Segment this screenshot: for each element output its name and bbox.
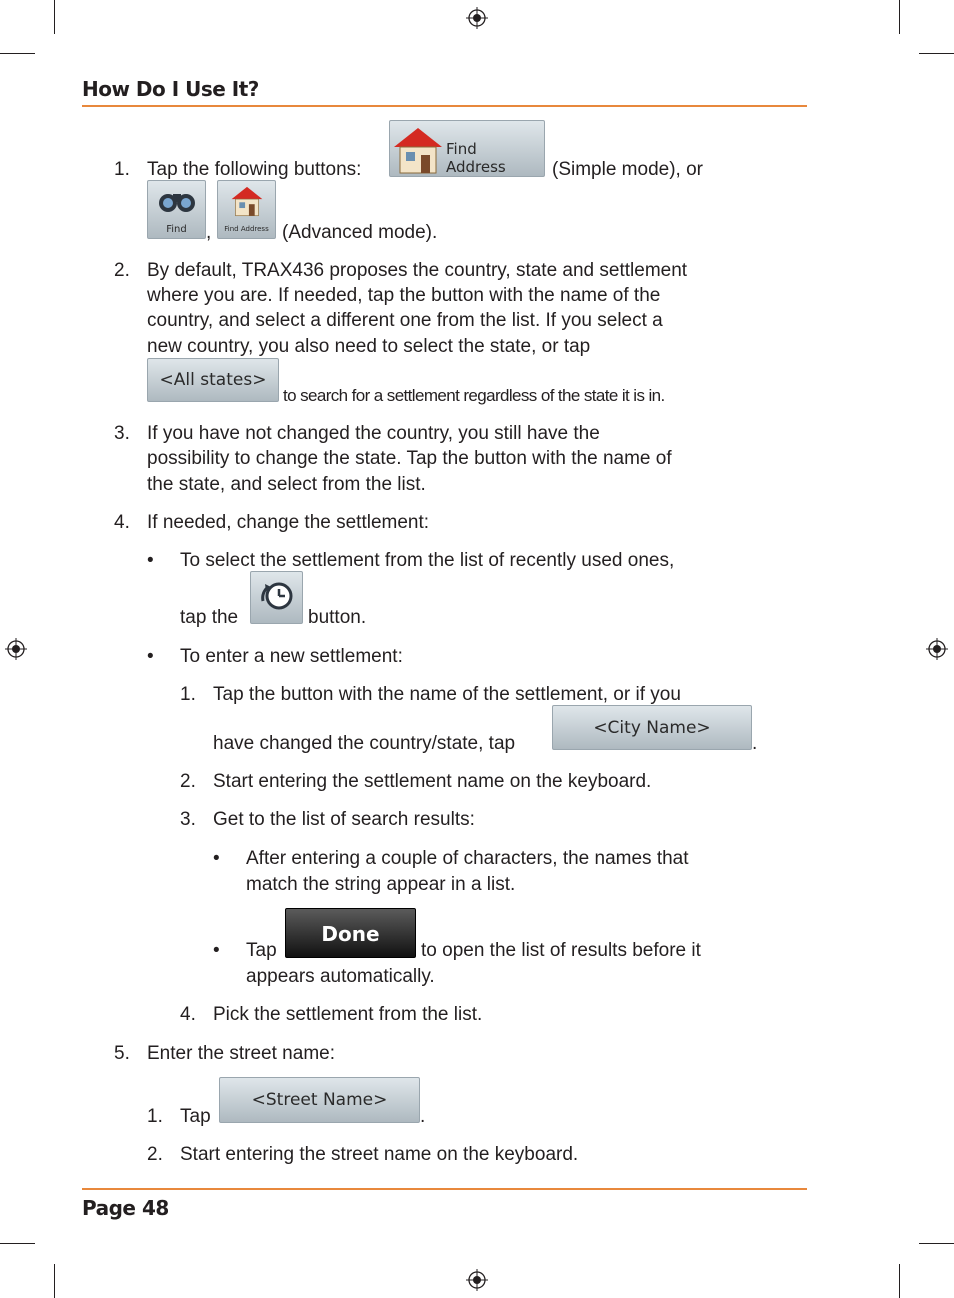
house-icon — [230, 185, 264, 217]
substep-number: 2. — [180, 771, 196, 792]
substep-number: 1. — [147, 1106, 163, 1127]
substep-text: Start entering the settlement name on the keyboard. — [213, 771, 652, 792]
all-states-label: <All states> — [159, 370, 267, 390]
street-name-label: <Street Name> — [251, 1090, 388, 1110]
page-header-title: How Do I Use It? — [82, 77, 259, 101]
bullet: • — [147, 550, 154, 571]
bullet-text: Tap — [246, 940, 277, 961]
step-text-line: country, and select a different one from the list. If you select a — [147, 310, 663, 331]
city-name-button[interactable] — [552, 705, 752, 750]
step-text: Tap the following buttons: — [147, 159, 362, 180]
step-text-line: the state, and select from the list. — [147, 474, 426, 495]
step-text-line: new country, you also need to select the state, or tap — [147, 336, 591, 357]
house-icon — [392, 125, 444, 175]
substep-text: . — [752, 733, 758, 754]
footer-rule — [82, 1188, 807, 1190]
step-text: (Advanced mode). — [282, 222, 438, 243]
crop-mark — [0, 53, 35, 54]
bullet: • — [147, 646, 154, 667]
step-text: (Simple mode), or — [552, 159, 703, 180]
step-text: Enter the street name: — [147, 1043, 335, 1064]
bullet-text: After entering a couple of characters, the names that — [246, 848, 689, 869]
bullet: • — [213, 940, 220, 961]
crop-mark — [919, 1243, 954, 1244]
clock-icon — [259, 579, 295, 615]
substep-number: 1. — [180, 684, 196, 705]
history-button[interactable] — [250, 571, 303, 624]
separator-text: , — [206, 222, 212, 243]
crop-mark — [0, 1243, 35, 1244]
bullet-text: button. — [308, 607, 367, 628]
find-address-small-label: Find Address — [224, 225, 269, 233]
substep-number: 2. — [147, 1144, 163, 1165]
find-address-button[interactable] — [389, 120, 545, 177]
registration-mark-icon — [926, 638, 948, 660]
crop-mark — [899, 1264, 900, 1298]
crop-mark — [919, 53, 954, 54]
substep-number: 4. — [180, 1004, 196, 1025]
bullet-text: match the string appear in a list. — [246, 874, 516, 895]
all-states-button[interactable] — [147, 358, 279, 402]
bullet-text: To select the settlement from the list of recently used ones, — [180, 550, 675, 571]
substep-text: Tap — [180, 1106, 211, 1127]
binoculars-icon — [157, 186, 197, 216]
step-number: 5. — [114, 1043, 130, 1064]
bullet-text: tap the — [180, 607, 239, 628]
street-name-button[interactable] — [219, 1077, 420, 1123]
step-number: 3. — [114, 423, 130, 444]
step-text-line: where you are. If needed, tap the button with the name of the — [147, 285, 661, 306]
step-text: to search for a settlement regardless of the state it is in. — [283, 386, 665, 405]
done-button[interactable] — [285, 908, 416, 958]
page-number: Page 48 — [82, 1196, 169, 1220]
substep-text: Get to the list of search results: — [213, 809, 475, 830]
city-name-label: <City Name> — [593, 718, 711, 738]
find-address-label: Find Address — [446, 140, 506, 176]
registration-mark-icon — [466, 1269, 488, 1291]
bullet-text: To enter a new settlement: — [180, 646, 403, 667]
bullet-text: to open the list of results before it — [421, 940, 701, 961]
crop-mark — [899, 0, 900, 34]
done-label: Done — [321, 922, 380, 946]
find-label: Find — [166, 224, 187, 235]
step-text-line: possibility to change the state. Tap the button with the name of — [147, 448, 672, 469]
substep-text: . — [420, 1106, 426, 1127]
substep-number: 3. — [180, 809, 196, 830]
crop-mark — [54, 0, 55, 34]
header-rule — [82, 105, 807, 107]
registration-mark-icon — [5, 638, 27, 660]
registration-mark-icon — [466, 7, 488, 29]
step-number: 1. — [114, 159, 130, 180]
substep-text: Pick the settlement from the list. — [213, 1004, 483, 1025]
substep-text: Start entering the street name on the keyboard. — [180, 1144, 579, 1165]
step-number: 4. — [114, 512, 130, 533]
step-number: 2. — [114, 260, 130, 281]
step-text-line: If you have not changed the country, you still have the — [147, 423, 600, 444]
find-address-advanced-button[interactable] — [217, 180, 276, 239]
bullet: • — [213, 848, 220, 869]
bullet-text: appears automatically. — [246, 966, 435, 987]
substep-text: have changed the country/state, tap — [213, 733, 516, 754]
step-text: If needed, change the settlement: — [147, 512, 430, 533]
find-button[interactable] — [147, 180, 206, 239]
step-text-line: By default, TRAX436 proposes the country, state and settlement — [147, 260, 688, 281]
crop-mark — [54, 1264, 55, 1298]
substep-text: Tap the button with the name of the settlement, or if you — [213, 684, 681, 705]
